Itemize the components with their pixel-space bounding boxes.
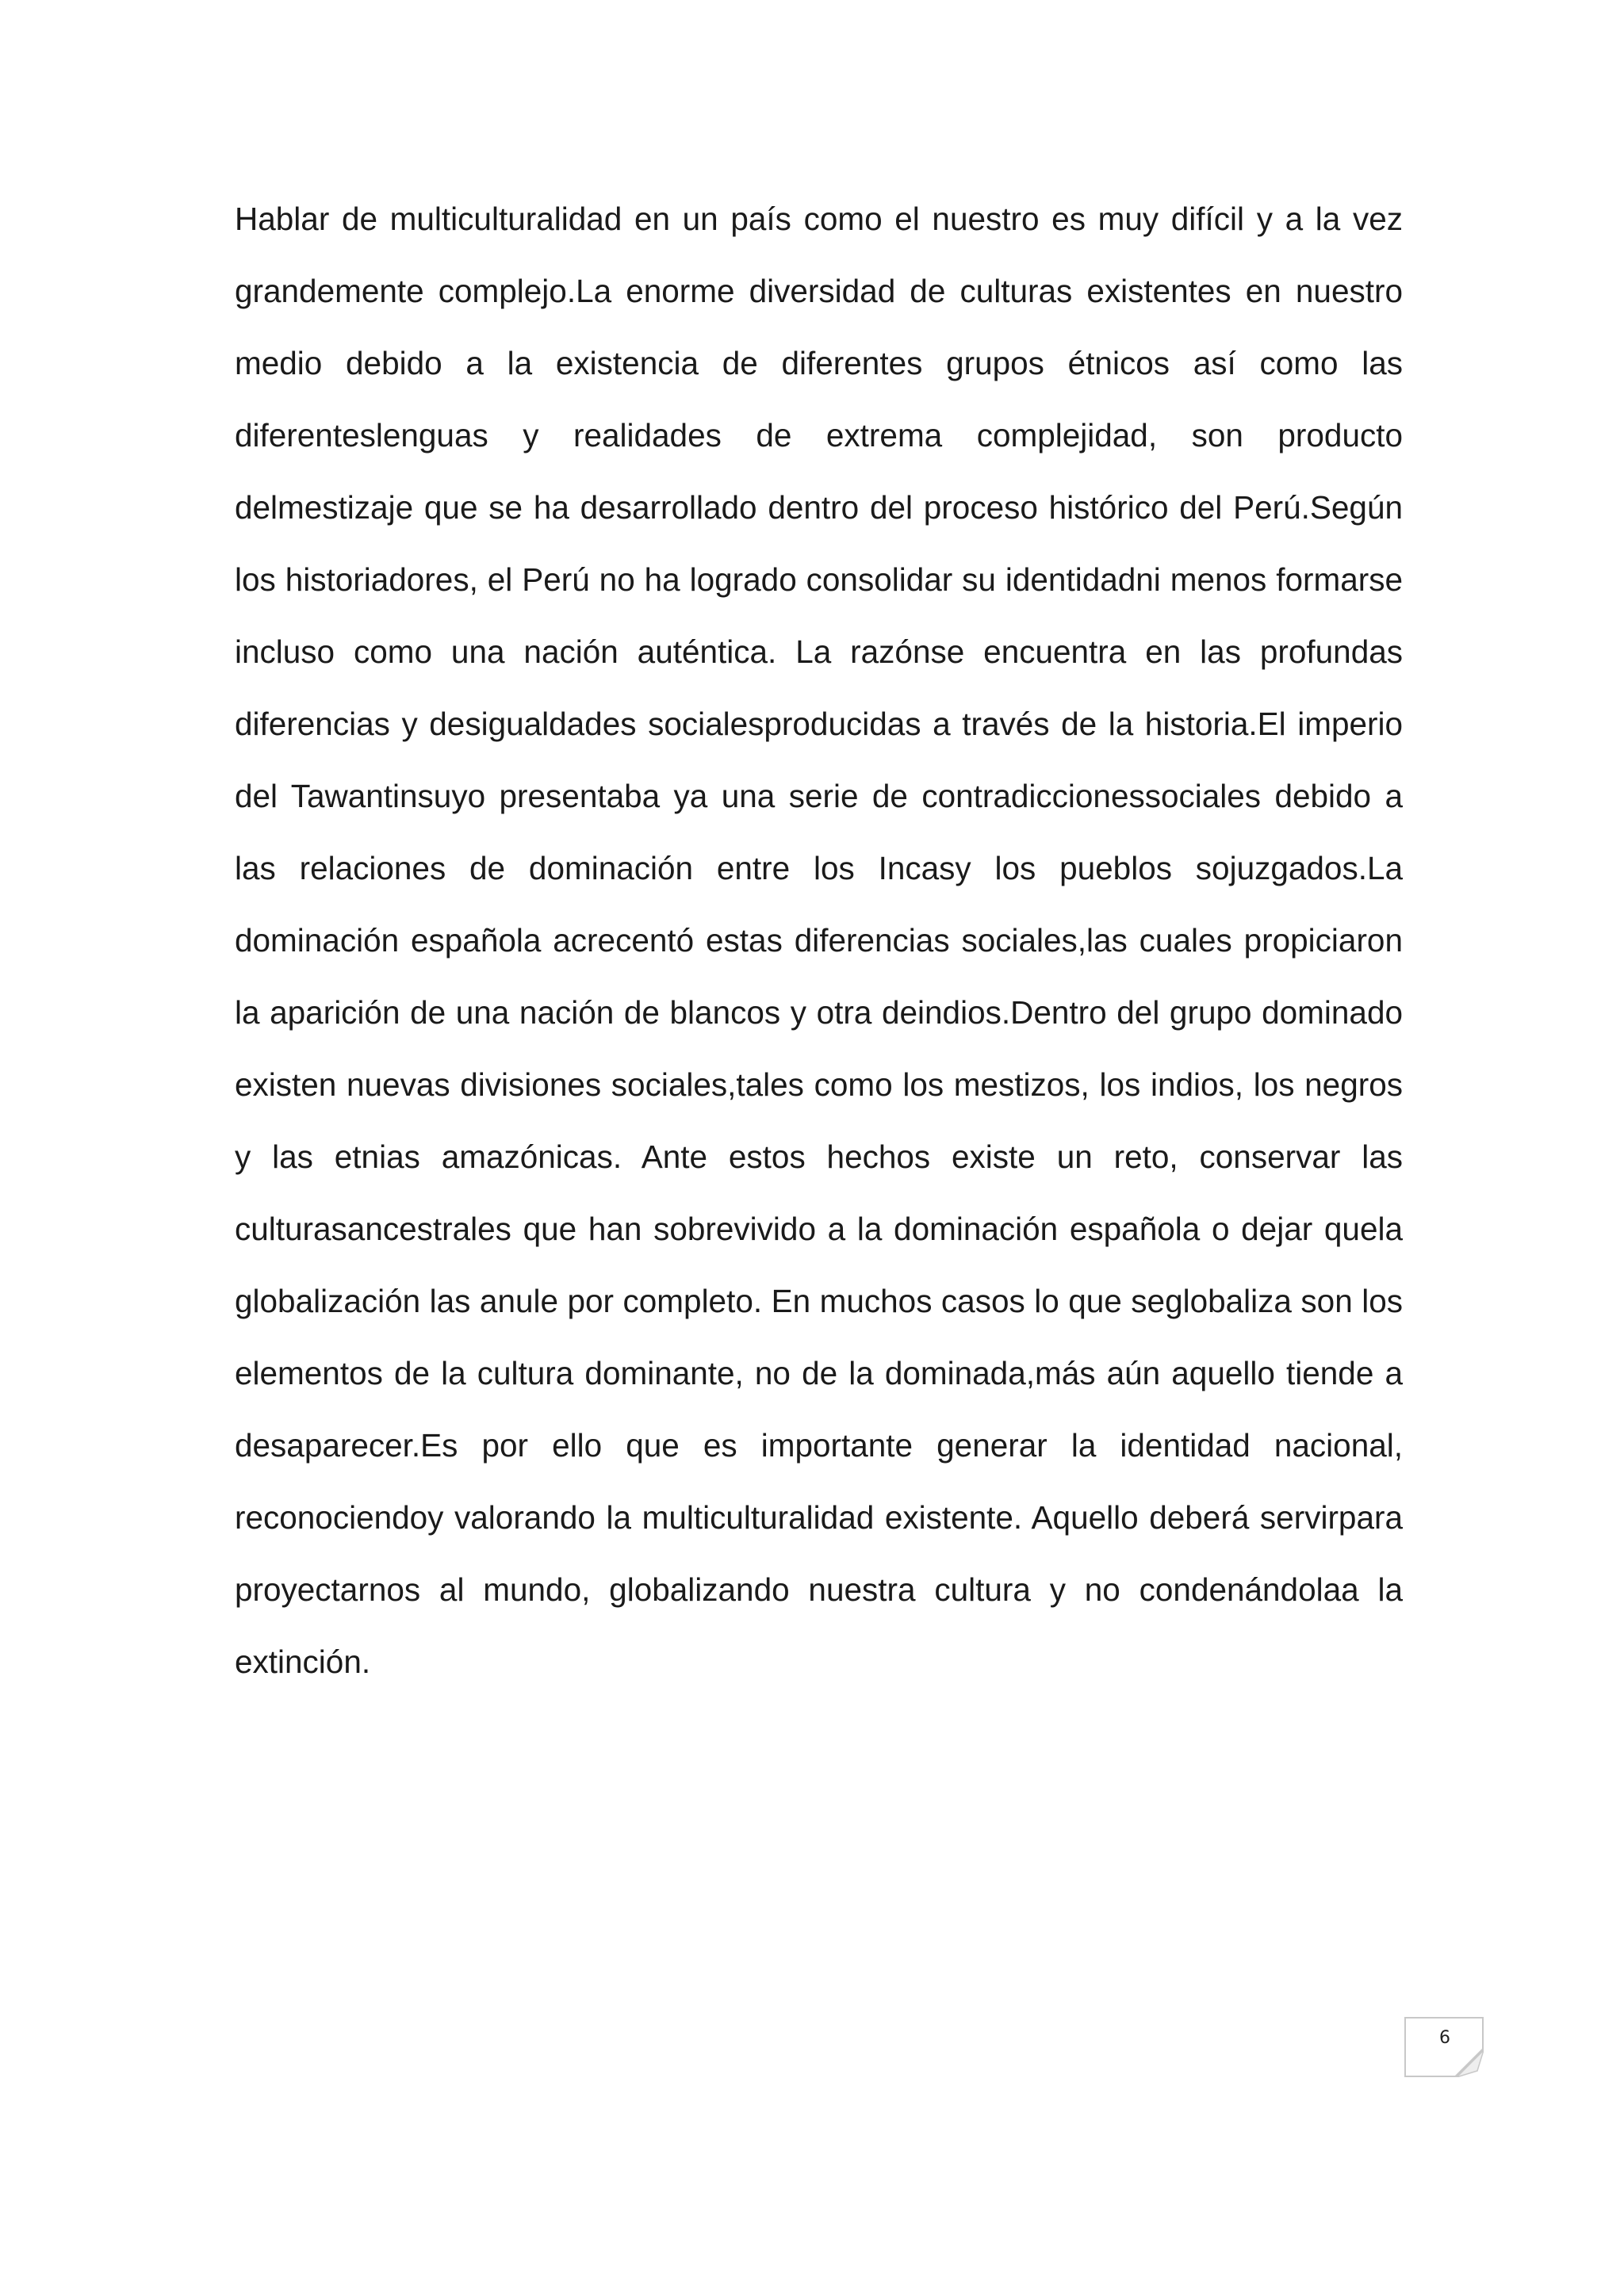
page-number: 6 <box>1439 2028 1450 2048</box>
page-number-box-edge <box>1406 2076 1457 2077</box>
page-number-box <box>1404 2017 1484 2077</box>
page-curl-icon <box>1454 2047 1484 2077</box>
body-paragraph: Hablar de multiculturalidad en un país como el nuestro es muy difícil y a la vez grandemente complejo.La enorme diversidad de culturas existentes en nuestro medio debido a la existencia de diferentes grupos étnicos así como las diferenteslenguas y realidades de extrema complejidad, son producto delmestizaje que se ha desarrollado dentro del proceso histórico del Perú.Según los historiadores, el Perú no ha logrado consolidar su identidadni menos formarse incluso como una nación auténtica. La razónse encuentra en las profundas diferencias y desigualdades socialesproducidas a través de la historia.El imperio del Tawantinsuyo presentaba ya una serie de contradiccionessociales debido a las relaciones de dominación entre los Incasy los pueblos sojuzgados.La dominación española acrecentó estas diferencias sociales,las cuales propiciaron la aparición de una nación de blancos y otra deindios.Dentro del grupo dominado existen nuevas divisiones sociales,tales como los mestizos, los indios, los negros y las etnias amazónicas. Ante estos hechos existe un reto, conservar las culturasancestrales que han sobrevivido a la dominación española o dejar quela globalización las anule por completo. En muchos casos lo que seglobaliza son los elementos de la cultura dominante, no de la dominada,más aún aquello tiende a desaparecer.Es por ello que es importante generar la identidad nacional, reconociendoy valorando la multiculturalidad existente. Aquello deberá servirpara proyectarnos al mundo, globalizando nuestra cultura y no condenándolaa la extinción. <box>235 201 1403 1680</box>
